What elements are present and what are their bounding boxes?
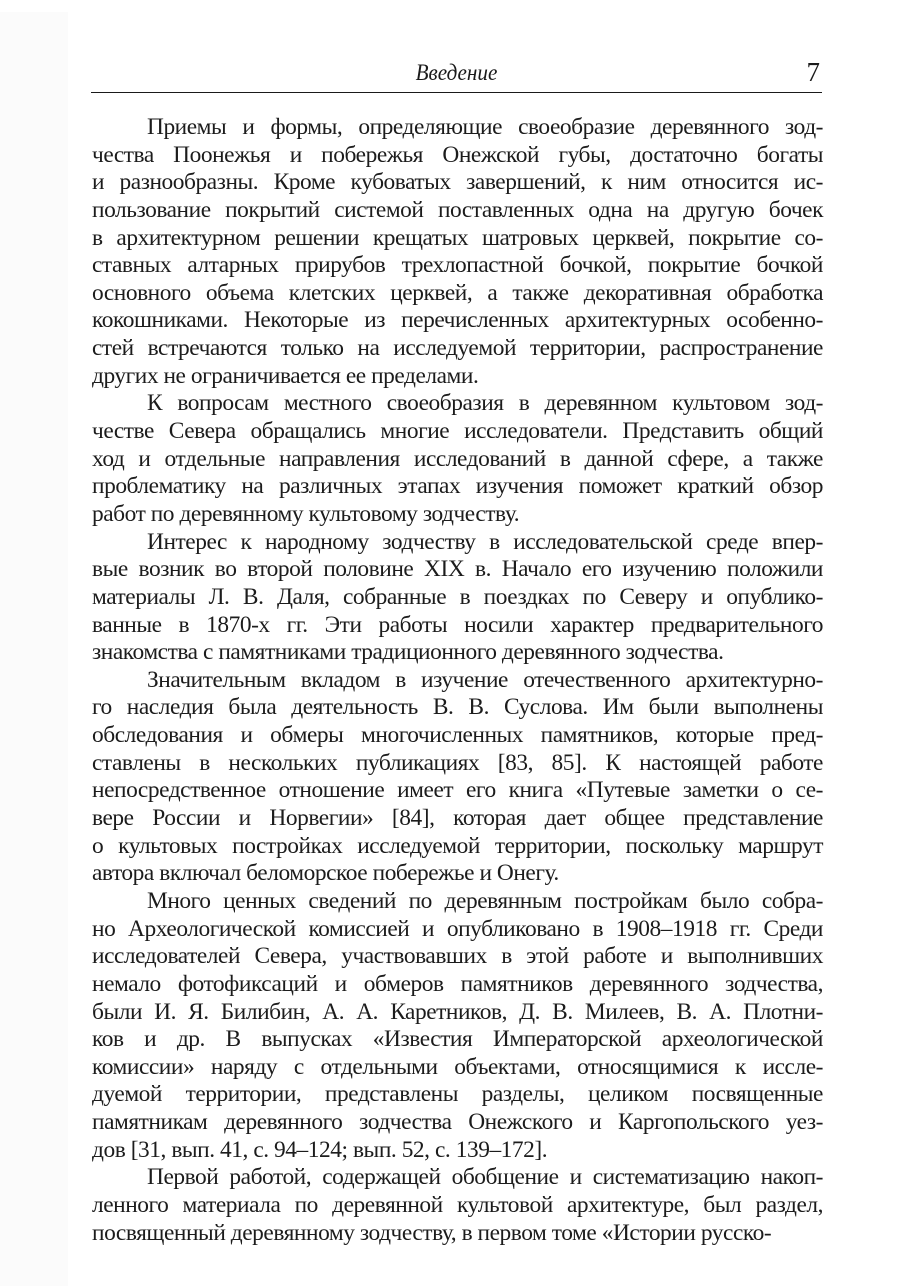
text-line: знакомства с памятниками традиционного деревянного зодчества.	[92, 639, 724, 666]
text-line: исследователей Севера, участвовавших в этой работе и выполнивших	[92, 943, 823, 970]
text-line: проблематику на различных этапах изучения поможет краткий обзор	[92, 473, 823, 500]
text-line: ленного материала по деревянной культовой архитектуре, был раздел,	[92, 1191, 823, 1218]
text-line: обследования и обмеры многочисленных памятников, которые пред-	[92, 722, 823, 749]
text-line: Интерес к народному зодчеству в исследовательской среде впер-	[147, 528, 823, 555]
text-line: комиссии» наряду с отдельными объектами, относящимися к иссле-	[92, 1053, 823, 1080]
text-line: дов [31, вып. 41, с. 94–124; вып. 52, с. 139–172].	[92, 1136, 548, 1163]
text-line: К вопросам местного своеобразия в деревянном культовом зод-	[147, 390, 823, 417]
text-line: ванные в 1870-х гг. Эти работы носили характер предварительного	[92, 611, 823, 638]
page-number: 7	[806, 57, 820, 87]
body-text	[92, 114, 823, 1247]
text-line: в архитектурном решении крещатых шатровых церквей, покрытие со-	[92, 224, 823, 251]
text-line: дуемой территории, представлены разделы, целиком посвященные	[92, 1081, 823, 1108]
paragraph	[92, 667, 823, 888]
text-line: материалы Л. В. Даля, собранные в поездках по Северу и опублико-	[92, 583, 823, 610]
text-line: стей встречаются только на исследуемой территории, распространение	[92, 335, 823, 362]
text-line: кокошниками. Некоторые из перечисленных архитектурных особенно-	[92, 307, 823, 334]
text-line: других не ограничивается ее пределами.	[92, 362, 479, 389]
text-line: автора включал беломорское побережье и Онегу.	[92, 860, 559, 887]
paragraph	[92, 114, 823, 390]
text-line: чества Поонежья и побережья Онежской губы, достаточно богаты	[92, 141, 823, 168]
paragraph	[92, 888, 823, 1164]
text-line: Первой работой, содержащей обобщение и систематизацию накоп-	[147, 1164, 823, 1191]
text-line: го наследия была деятельность В. В. Суслова. Им были выполнены	[92, 694, 823, 721]
text-line: немало фотофиксаций и обмеров памятников деревянного зодчества,	[92, 970, 823, 997]
text-line: вые возник во второй половине XIX в. Начало его изучению положили	[92, 556, 823, 583]
text-line: честве Севера обращались многие исследователи. Представить общий	[92, 418, 823, 445]
text-line: ков и др. В выпусках «Известия Императорской археологической	[92, 1026, 823, 1053]
text-line: и разнообразны. Кроме кубоватых завершений, к ним относится ис-	[92, 169, 823, 196]
text-line: вере России и Норвегии» [84], которая дает общее представление	[92, 805, 823, 832]
text-line: пользование покрытий системой поставленных одна на другую бочек	[92, 196, 823, 223]
paragraph	[92, 390, 823, 528]
text-line: Приемы и формы, определяющие своеобразие деревянного зод-	[147, 114, 823, 140]
paragraph	[92, 529, 823, 667]
text-line: основного объема клетских церквей, а также декоративная обработка	[92, 279, 823, 306]
text-line: Значительным вкладом в изучение отечественного архитектурно-	[147, 666, 823, 693]
paragraph	[92, 1164, 823, 1247]
text-line: памятникам деревянного зодчества Онежского и Каргопольского уез-	[92, 1109, 823, 1136]
text-line: ставлены в нескольких публикациях [83, 85]. К настоящей работе	[92, 749, 823, 776]
text-line: непосредственное отношение имеет его книга «Путевые заметки о се-	[92, 777, 823, 804]
text-line: были И. Я. Билибин, А. А. Каретников, Д. В. Милеев, В. А. Плотни-	[92, 998, 823, 1025]
text-line: посвященный деревянному зодчеству, в первом томе «Истории русско-	[92, 1219, 772, 1246]
text-line: но Археологической комиссией и опубликовано в 1908–1918 гг. Среди	[92, 915, 823, 942]
text-line: ход и отдельные направления исследований в данной сфере, а также	[92, 445, 823, 472]
text-line: о культовых постройках исследуемой территории, поскольку маршрут	[92, 832, 823, 859]
running-header	[91, 56, 822, 93]
text-line: Много ценных сведений по деревянным постройкам было собра-	[147, 887, 823, 914]
running-title: Введение	[415, 60, 498, 85]
text-line: работ по деревянному культовому зодчеству.	[92, 500, 520, 527]
text-line: ставных алтарных прирубов трехлопастной бочкой, покрытие бочкой	[92, 252, 823, 279]
